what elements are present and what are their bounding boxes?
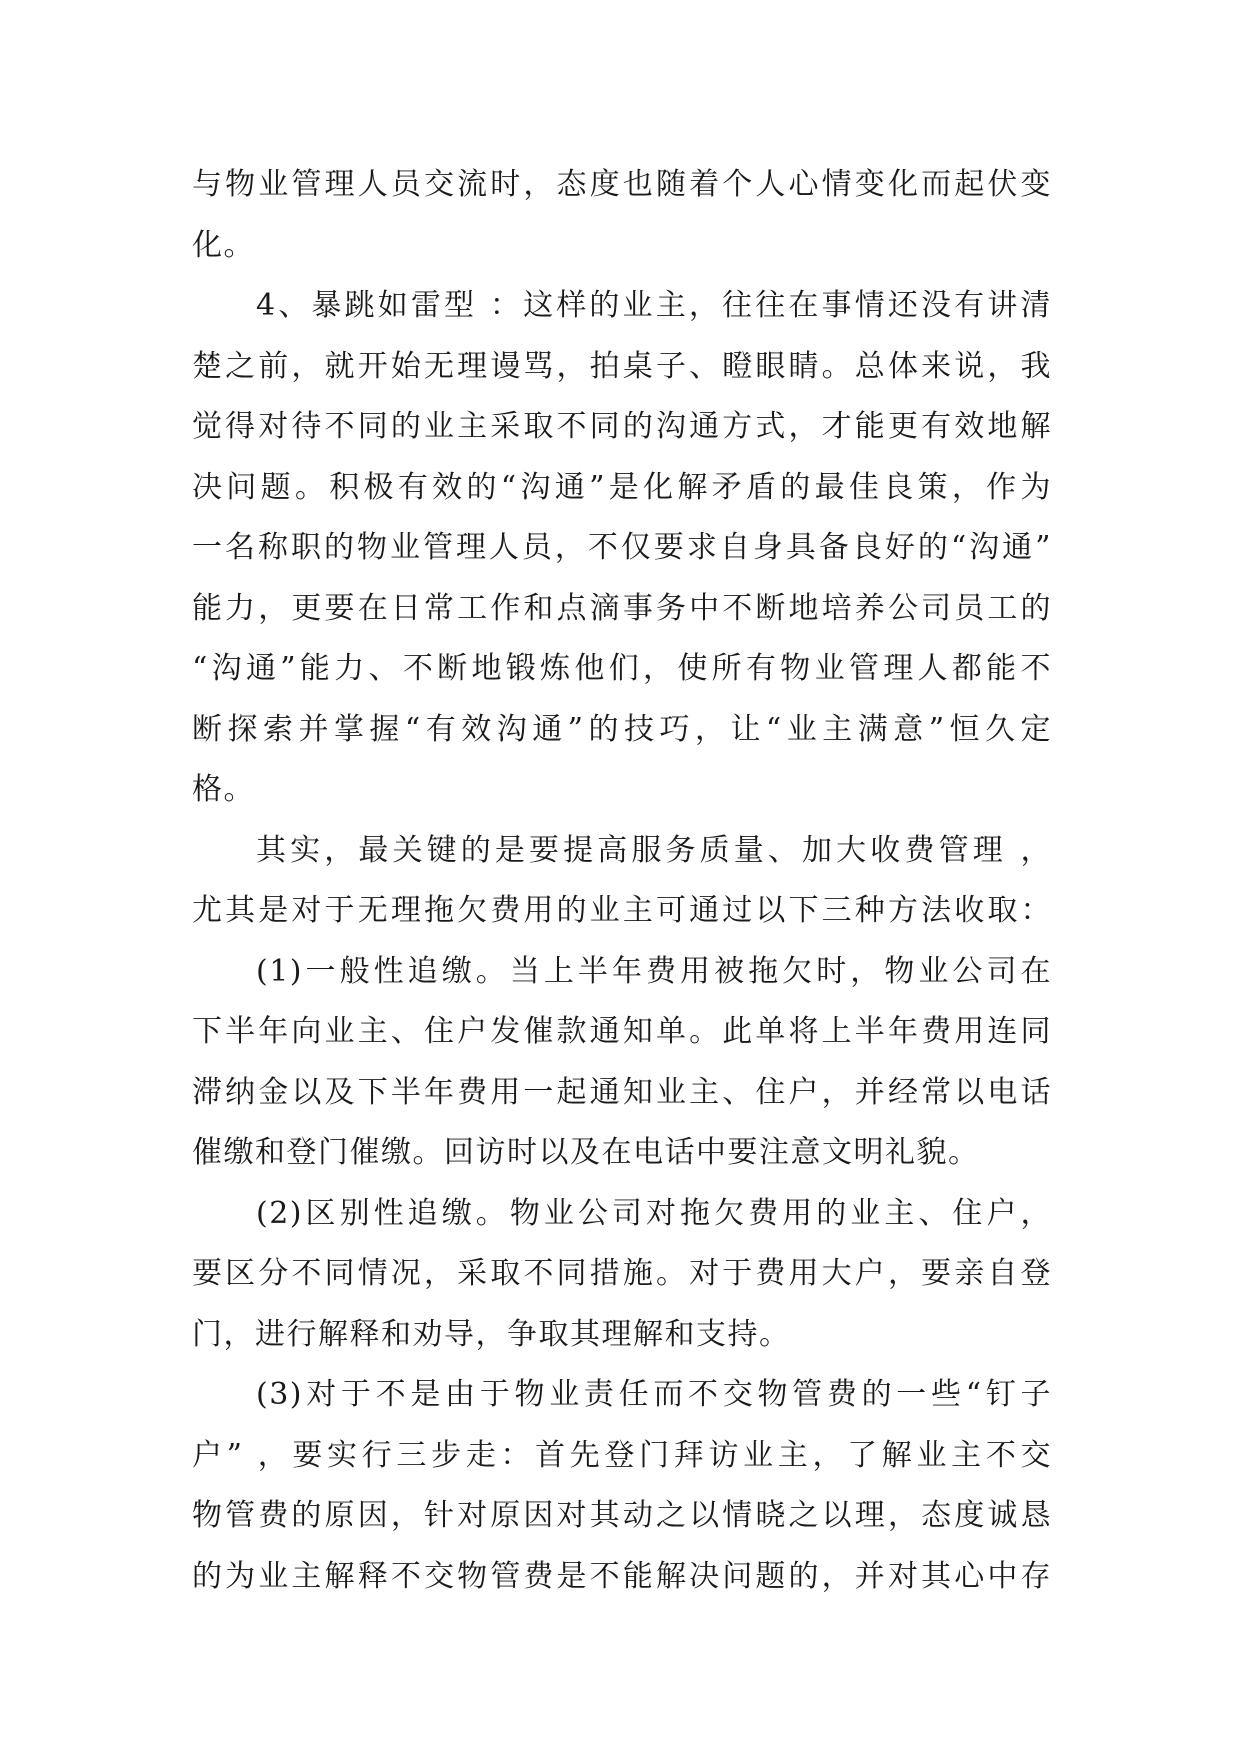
text-line: 尤其是对于无理拖欠费用的业主可通过以下三种方法收取： [192, 893, 1052, 928]
text-line: 滞纳金以及下半年费用一起通知业主、住户，并经常以电话 [192, 1074, 1052, 1110]
text-line: 催缴和登门催缴。回访时以及在电话中要注意文明礼貌。 [192, 1135, 980, 1170]
text-line: 门，进行解释和劝导，争取其理解和支持。 [192, 1316, 791, 1352]
text-line: 化。 [192, 227, 255, 263]
text-line: 决问题。积极有效的“沟通”是化解矛盾的最佳良策，作为 [192, 469, 1052, 505]
text-line: 一名称职的物业管理人员，不仅要求自身具备良好的“沟通” [192, 530, 1052, 565]
text-line: 的为业主解释不交物管费是不能解决问题的，并对其心中存 [192, 1558, 1052, 1594]
text-line: 户” ，要实行三步走：首先登门拜访业主，了解业主不交 [192, 1437, 1052, 1473]
text-line: 下半年向业主、住户发催款通知单。此单将上半年费用连同 [192, 1014, 1052, 1049]
text-line: 物管费的原因，针对原因对其动之以情晓之以理，态度诚恳 [192, 1498, 1052, 1533]
list-item-2-line: (2)区别性追缴。物业公司对拖欠费用的业主、住户， [256, 1195, 1052, 1231]
list-item-3-line: (3)对于不是由于物业责任而不交物管费的一些“钉子 [256, 1377, 1052, 1412]
document-page [192, 155, 1052, 1607]
text-line: 觉得对待不同的业主采取不同的沟通方式，才能更有效地解 [192, 409, 1052, 444]
paragraph-start-line: 其实，最关键的是要提高服务质量、加大收费管理 ， [256, 832, 1052, 868]
text-line: 断探索并掌握“有效沟通”的技巧，让“业主满意”恒久定 [192, 711, 1052, 747]
text-line: 能力，更要在日常工作和点滴事务中不断地培养公司员工的 [192, 590, 1052, 626]
text-line: 楚之前，就开始无理谩骂，拍桌子、瞪眼睛。总体来说，我 [192, 348, 1052, 384]
text-line: 格。 [192, 772, 255, 807]
text-line: “沟通”能力、不断地锻炼他们，使所有物业管理人都能不 [192, 651, 1052, 686]
text-line: 与物业管理人员交流时，态度也随着个人心情变化而起伏变 [192, 167, 1052, 202]
list-item-1-line: (1)一般性追缴。当上半年费用被拖欠时，物业公司在 [256, 953, 1052, 989]
paragraph-start-line: 4、暴跳如雷型 ：这样的业主，往往在事情还没有讲清 [256, 288, 1052, 323]
text-line: 要区分不同情况，采取不同措施。对于费用大户，要亲自登 [192, 1256, 1052, 1291]
